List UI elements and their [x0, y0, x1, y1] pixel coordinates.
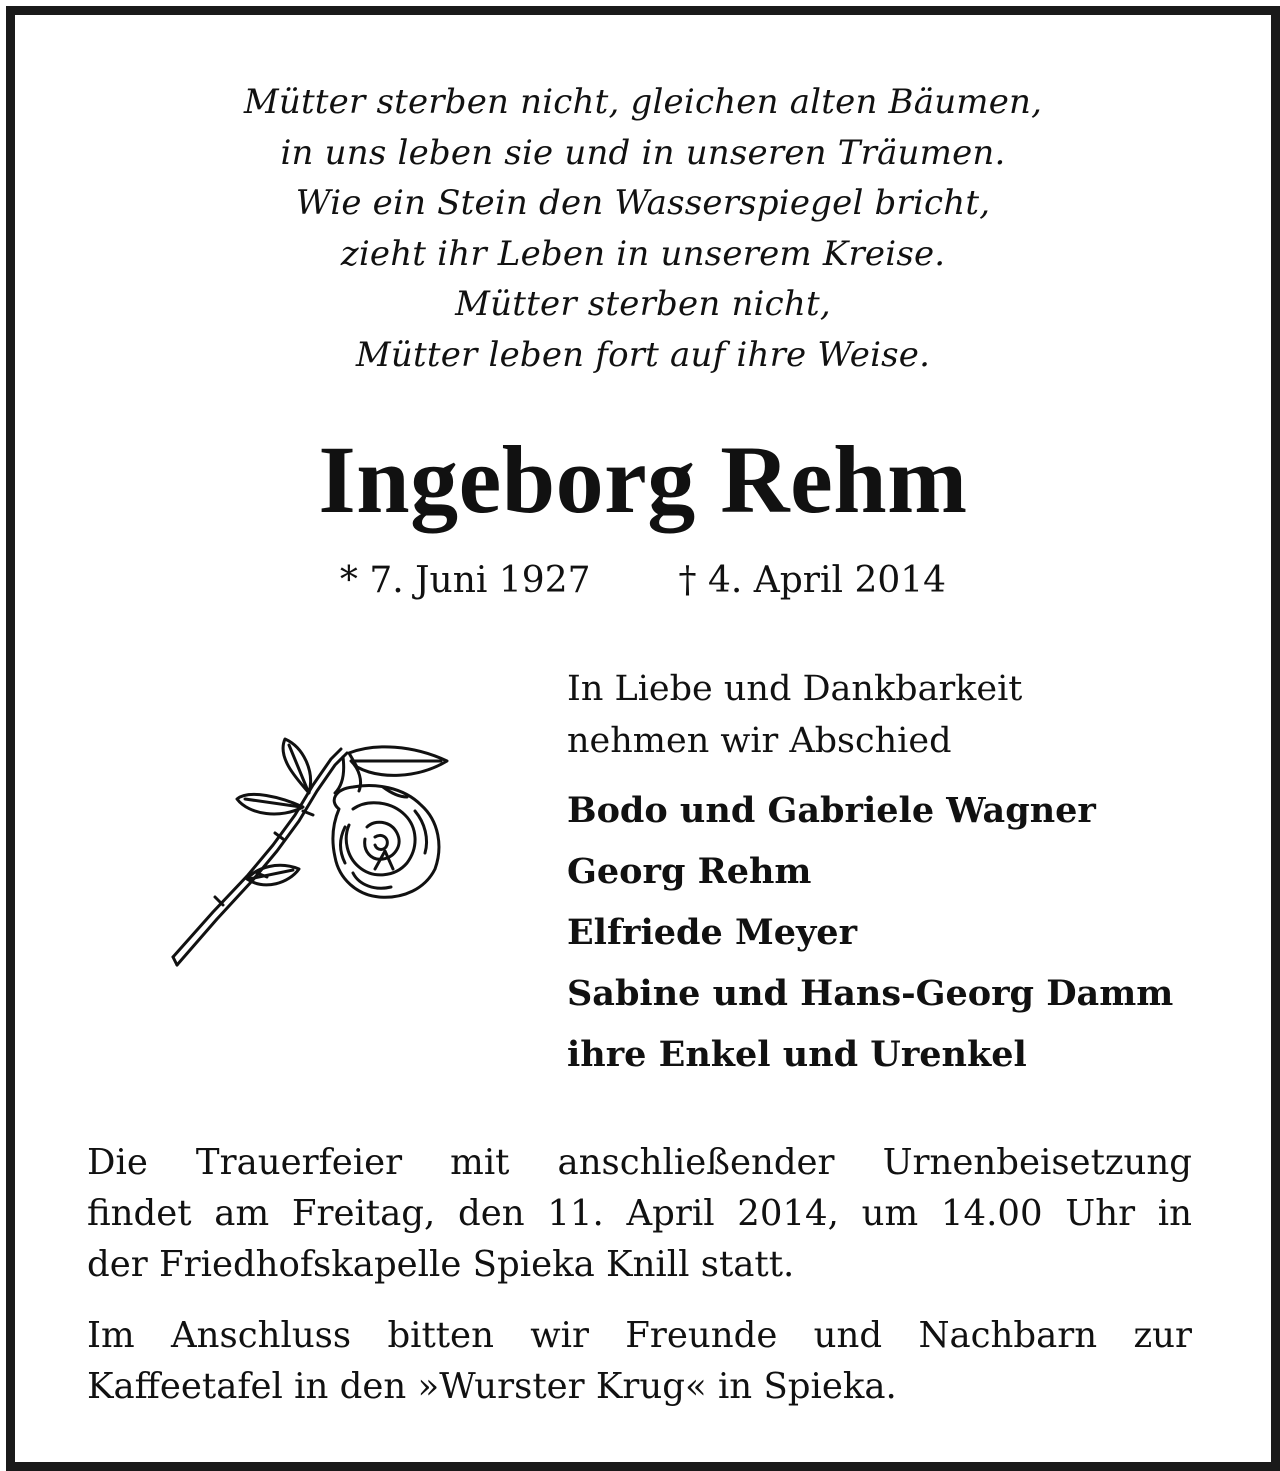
farewell-line: nehmen wir Abschied	[567, 721, 952, 761]
mourner-name: Bodo und Gabriele Wagner	[567, 790, 1096, 831]
mourner-name: Sabine und Hans-Georg Damm	[567, 973, 1174, 1014]
mourner-name: ihre Enkel und Urenkel	[567, 1034, 1027, 1075]
life-dates	[15, 557, 1271, 605]
reception-line: Im Anschluss bitten wir Freunde und Nachbarn zur	[87, 1315, 1192, 1356]
death-date: † 4. April 2014	[678, 560, 947, 601]
poem-line: zieht ihr Leben in unserem Kreise.	[340, 233, 946, 274]
mourner-name: Georg Rehm	[567, 851, 812, 892]
ceremony-paragraph	[87, 1137, 1192, 1290]
birth-date: * 7. Juni 1927	[339, 560, 591, 601]
ceremony-line: der Friedhofskapelle Spieka Knill statt.	[87, 1244, 795, 1285]
ceremony-line: findet am Freitag, den 11. April 2014, um 14.00 Uhr in	[87, 1193, 1192, 1234]
farewell-line: In Liebe und Dankbarkeit	[567, 669, 1023, 709]
reception-line: Kaffeetafel in den »Wurster Krug« in Spieka.	[87, 1366, 897, 1407]
deceased-name: Ingeborg Rehm	[318, 426, 968, 533]
mourners-list	[567, 780, 1173, 1085]
rose-icon	[153, 727, 453, 977]
obituary-notice	[6, 6, 1280, 1471]
poem-line: Mütter leben fort auf ihre Weise.	[355, 334, 931, 375]
poem-line: in uns leben sie und in unseren Träumen.	[280, 132, 1006, 173]
reception-paragraph	[87, 1310, 1192, 1412]
poem-line: Mütter sterben nicht,	[455, 284, 831, 324]
farewell-text	[567, 663, 1022, 767]
mourner-name: Elfriede Meyer	[567, 912, 858, 953]
memorial-poem	[15, 77, 1271, 380]
ceremony-line: Die Trauerfeier mit anschließender Urnenbeisetzung	[87, 1142, 1192, 1183]
poem-line: Mütter sterben nicht, gleichen alten Bäumen,	[243, 82, 1043, 122]
poem-line: Wie ein Stein den Wasserspiegel bricht,	[295, 183, 991, 223]
